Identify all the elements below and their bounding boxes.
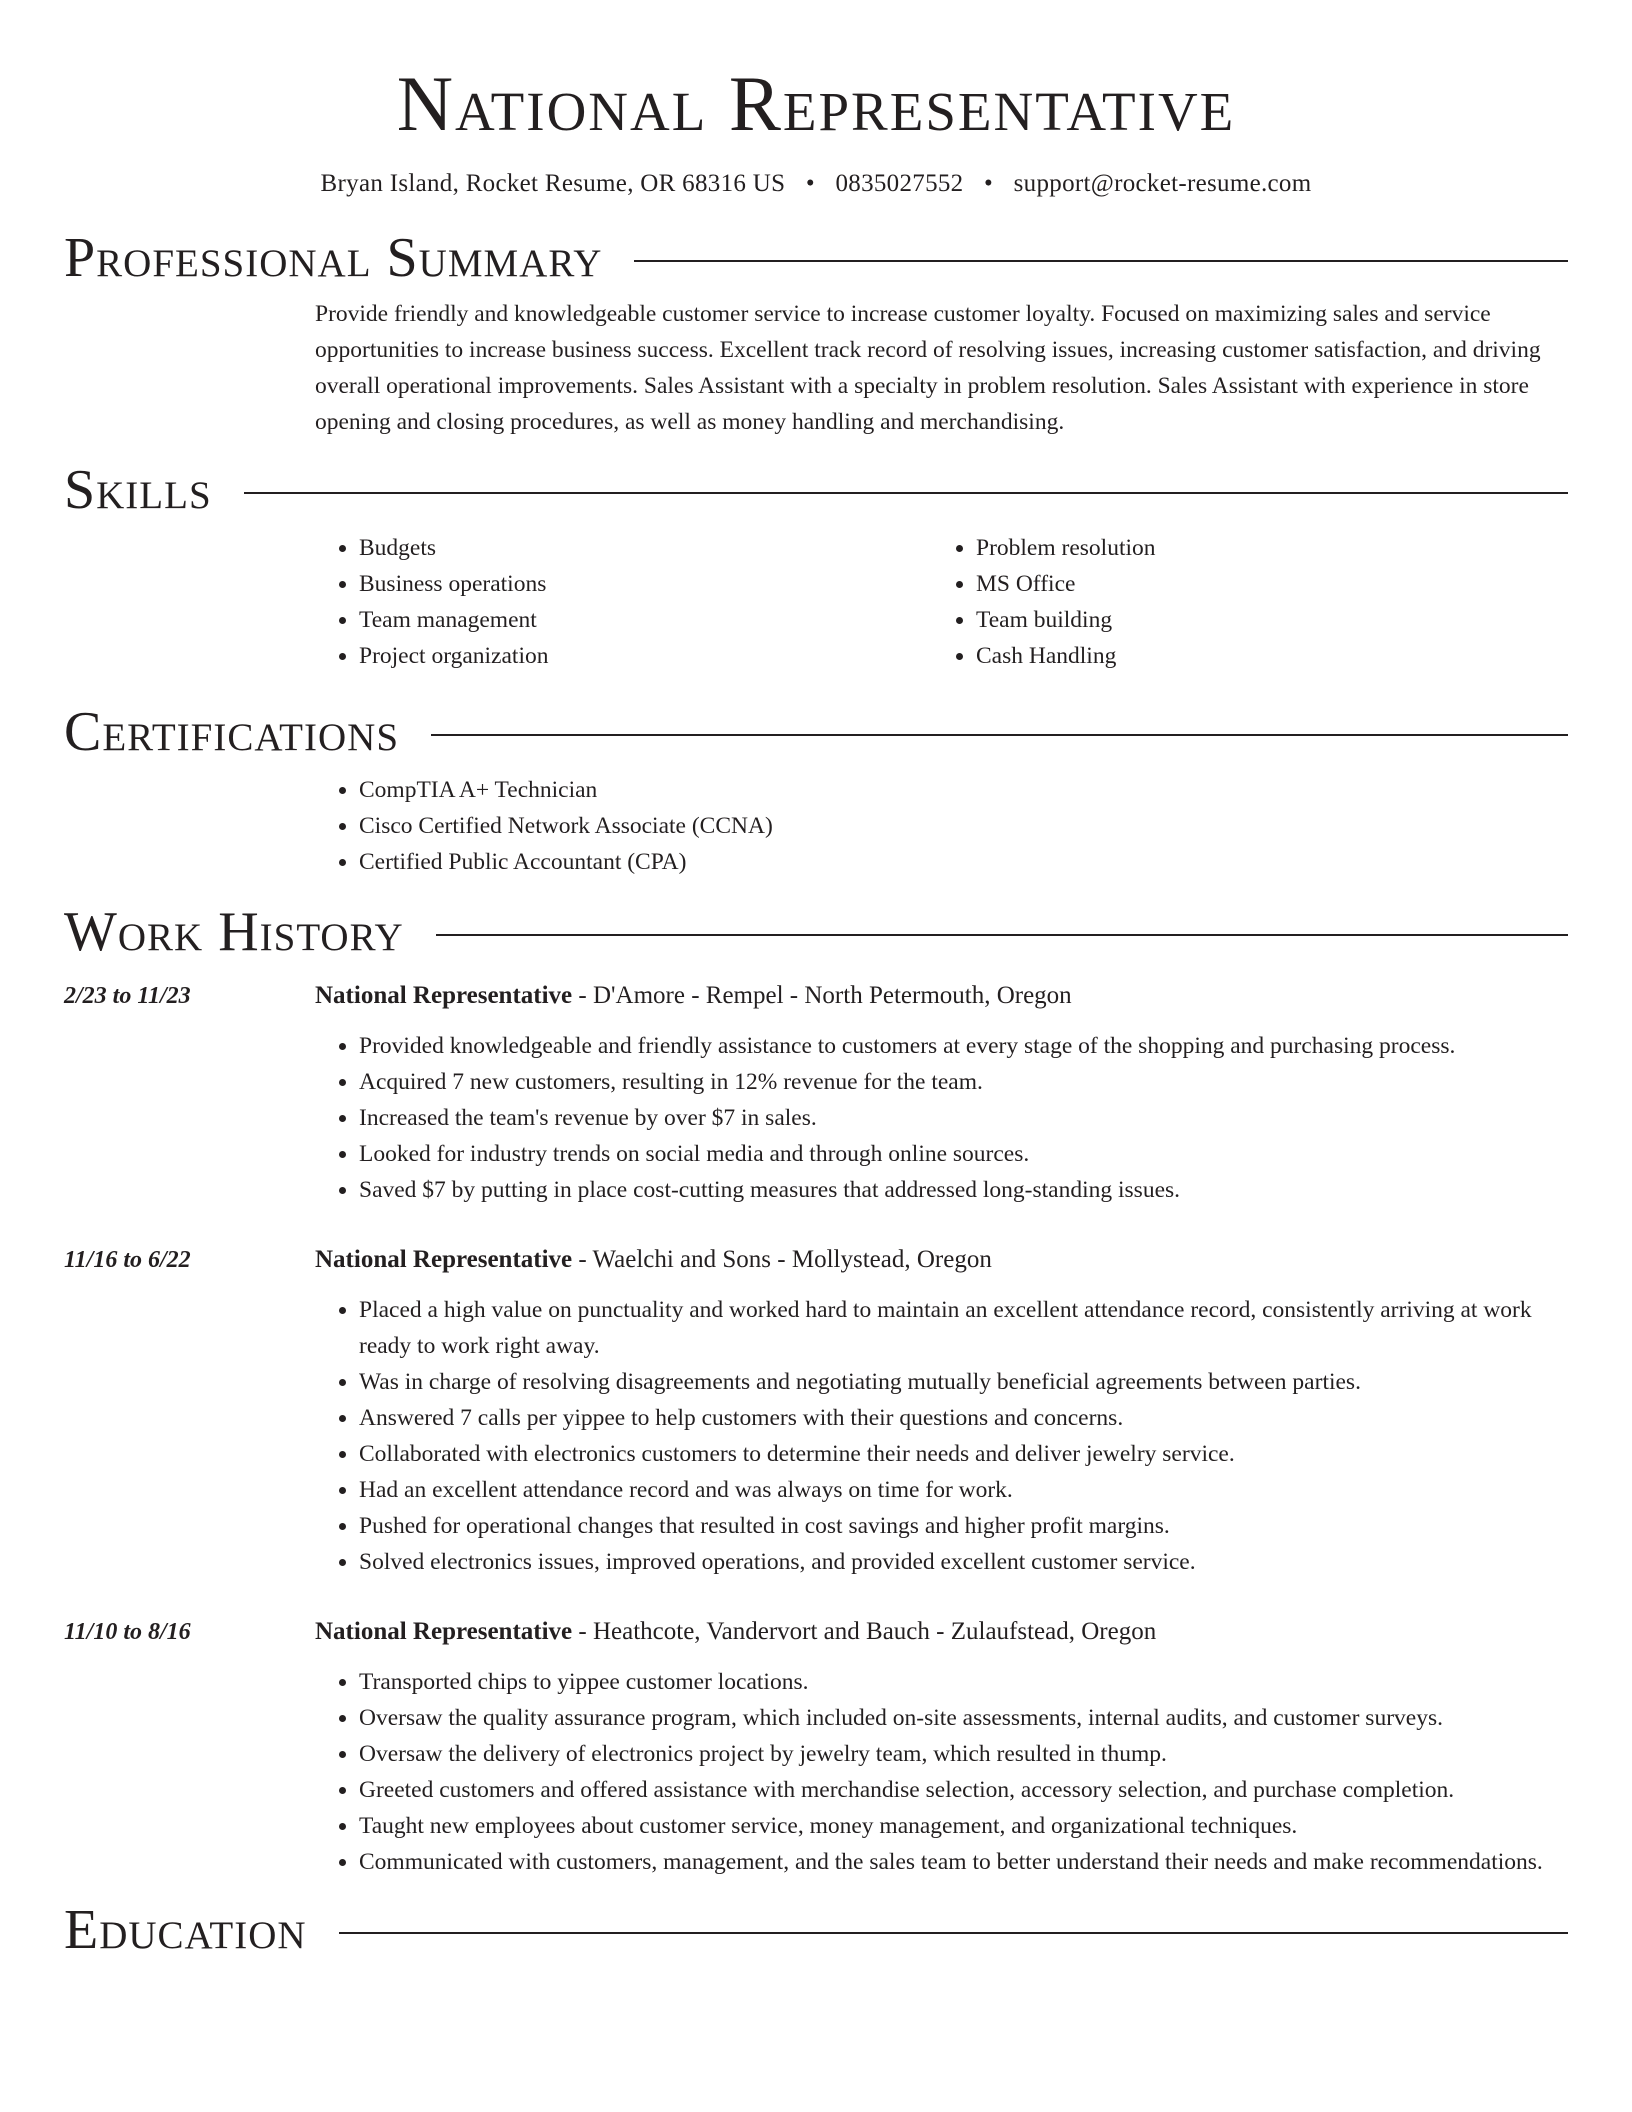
skills-column-right — [932, 530, 1549, 674]
skills-section-header — [64, 458, 1568, 522]
job-heading — [315, 1242, 1568, 1278]
job-dates: 11/16 to 6/22 — [64, 1247, 191, 1273]
job-bullet: • Communicated with customers, management, and the sales team to better understand their needs and make recommendations. — [359, 1844, 1568, 1880]
job-title: National Representative — [315, 1246, 573, 1273]
contact-separator: • — [984, 170, 994, 197]
summary-section-title: Professional Summary — [64, 227, 603, 289]
skill-item: • Business operations — [359, 566, 932, 602]
skill-item: • Problem resolution — [976, 530, 1549, 566]
certifications-section-header — [64, 700, 1568, 764]
job-bullet: • Acquired 7 new customers, resulting in 12% revenue for the team. — [359, 1064, 1568, 1100]
job-heading — [315, 1614, 1568, 1650]
skill-item: • Budgets — [359, 530, 932, 566]
job-bullet: • Looked for industry trends on social media and through online sources. — [359, 1136, 1568, 1172]
job-title: National Representative — [315, 982, 573, 1009]
skill-item: • Team management — [359, 602, 932, 638]
work-section-title: Work History — [64, 901, 404, 963]
job-bullet: • Placed a high value on punctuality and worked hard to maintain an excellent attendance record, consistently arriving at work ready to work right away. — [359, 1292, 1568, 1364]
job-dates: 2/23 to 11/23 — [64, 983, 191, 1009]
job-bullet: • Solved electronics issues, improved operations, and provided excellent customer service. — [359, 1544, 1568, 1580]
job-bullet: • Taught new employees about customer service, money management, and organizational techniques. — [359, 1808, 1568, 1844]
skills-column-left — [315, 530, 932, 674]
education-section-title: Education — [64, 1899, 307, 1961]
job-heading — [315, 978, 1568, 1014]
job-bullet: • Collaborated with electronics customers to determine their needs and deliver jewelry service. — [359, 1436, 1568, 1472]
job-entry — [64, 1242, 1568, 1580]
job-employer: - D'Amore - Rempel - North Petermouth, Oregon — [572, 982, 1072, 1009]
job-bullet: • Oversaw the quality assurance program, which included on-site assessments, internal audits, and customer surveys. — [359, 1700, 1568, 1736]
skills-section-title: Skills — [64, 459, 212, 521]
resume-name: National Representative — [396, 60, 1236, 147]
job-employer: - Heathcote, Vandervort and Bauch - Zulaufstead, Oregon — [572, 1618, 1157, 1645]
certifications-section-title: Certifications — [64, 701, 400, 763]
contact-line — [64, 170, 1568, 198]
skills-list — [315, 530, 1568, 674]
education-section-header — [64, 1898, 1568, 1962]
job-bullet: • Oversaw the delivery of electronics project by jewelry team, which resulted in thump. — [359, 1736, 1568, 1772]
section-divider — [634, 260, 1568, 262]
certification-item: • Certified Public Accountant (CPA) — [359, 844, 1568, 880]
job-bullet: • Answered 7 calls per yippee to help customers with their questions and concerns. — [359, 1400, 1568, 1436]
job-bullet: • Had an excellent attendance record and was always on time for work. — [359, 1472, 1568, 1508]
job-bullet: • Was in charge of resolving disagreements and negotiating mutually beneficial agreements between parties. — [359, 1364, 1568, 1400]
job-bullet: • Increased the team's revenue by over $7 in sales. — [359, 1100, 1568, 1136]
section-divider — [244, 492, 1568, 494]
section-divider — [436, 934, 1568, 936]
skill-item: • Team building — [976, 602, 1549, 638]
certification-item: • CompTIA A+ Technician — [359, 772, 1568, 808]
job-bullet: • Greeted customers and offered assistance with merchandise selection, accessory selection, and purchase completion. — [359, 1772, 1568, 1808]
section-divider — [339, 1932, 1568, 1934]
certification-item: • Cisco Certified Network Associate (CCNA) — [359, 808, 1568, 844]
summary-section-header — [64, 226, 1568, 290]
contact-separator: • — [805, 170, 815, 197]
job-dates: 11/10 to 8/16 — [64, 1619, 191, 1645]
contact-address: Bryan Island, Rocket Resume, OR 68316 US — [320, 170, 786, 197]
skill-item: • Cash Handling — [976, 638, 1549, 674]
job-title: National Representative — [315, 1618, 573, 1645]
contact-email: support@rocket-resume.com — [1013, 170, 1312, 197]
certifications-list — [315, 772, 1568, 880]
job-bullet: • Saved $7 by putting in place cost-cutting measures that addressed long-standing issues. — [359, 1172, 1568, 1208]
job-details — [315, 978, 1568, 1208]
work-section-header — [64, 900, 1568, 964]
job-details — [315, 1614, 1568, 1880]
job-bullet: • Pushed for operational changes that resulted in cost savings and higher profit margins. — [359, 1508, 1568, 1544]
job-bullet: • Transported chips to yippee customer locations. — [359, 1664, 1568, 1700]
job-employer: - Waelchi and Sons - Mollystead, Oregon — [572, 1246, 992, 1273]
skill-item: • Project organization — [359, 638, 932, 674]
job-details — [315, 1242, 1568, 1580]
section-divider — [431, 734, 1568, 736]
job-entry — [64, 978, 1568, 1208]
contact-phone: 0835027552 — [835, 170, 964, 197]
job-entry — [64, 1614, 1568, 1880]
summary-text: Provide friendly and knowledgeable customer service to increase customer loyalty. Focused on maximizing sales and service opportunities to increase business success. Excellent track record of resolving issues, increasing customer satisfaction, and driving overall operational improvements. Sales Assistant with a specialty in problem resolution. Sales Assistant with experience in store opening and closing procedures, as well as money handling and merchandising. — [315, 301, 1541, 435]
job-bullet: • Provided knowledgeable and friendly assistance to customers at every stage of the shopping and purchasing process. — [359, 1028, 1568, 1064]
skill-item: • MS Office — [976, 566, 1549, 602]
